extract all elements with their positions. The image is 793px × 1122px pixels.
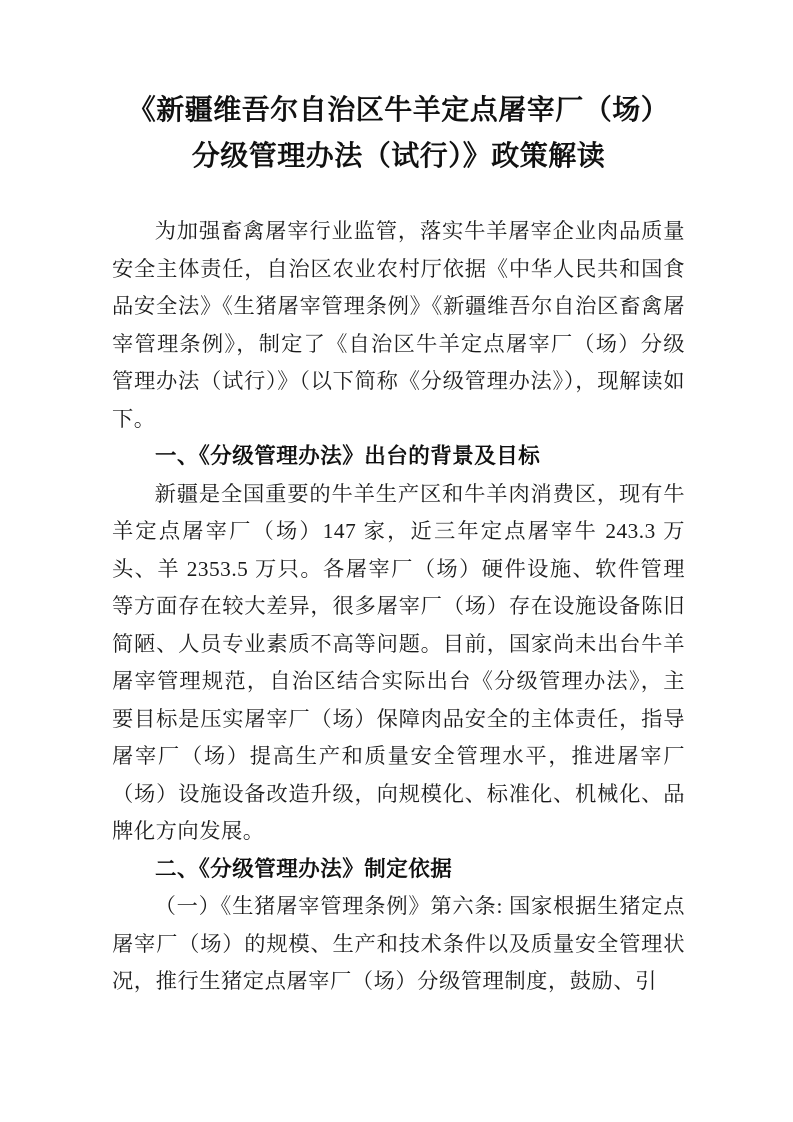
section-1-heading: 一、《分级管理办法》出台的背景及目标 [155, 444, 541, 468]
section-2-paragraph-1: （一）《生猪屠宰管理条例》第六条: 国家根据生猪定点屠宰厂（场）的规模、生产和技术条件以及质量安全管理状况，推行生猪定点屠宰厂（场）分级管理制度，鼓励、引 [112, 894, 685, 993]
document-title [112, 88, 685, 180]
section-1-paragraph-1: 新疆是全国重要的牛羊生产区和牛羊肉消费区，现有牛羊定点屠宰厂（场）147 家，近三年定点屠宰牛 243.3 万头、羊 2353.5 万只。各屠宰厂（场）硬件设施、软件管理等方面存在较大差异，很多屠宰厂（场）存在设施设备陈旧简陋、人员专业素质不高等问题。目前，国家尚未出台牛羊屠宰管理规范，自治区结合实际出台《分级管理办法》，主要目标是压实屠宰厂（场）保障肉品安全的主体责任，指导屠宰厂（场）提高生产和质量安全管理水平，推进屠宰厂（场）设施设备改造升级，向规模化、标准化、机械化、品牌化方向发展。 [112, 481, 685, 843]
intro-paragraph: 为加强畜禽屠宰行业监管，落实牛羊屠宰企业肉品质量安全主体责任，自治区农业农村厅依据《中华人民共和国食品安全法》《生猪屠宰管理条例》《新疆维吾尔自治区畜禽屠宰管理条例》，制定了《自治区牛羊定点屠宰厂（场）分级管理办法（试行）》（以下简称《分级管理办法》），现解读如下。 [112, 219, 685, 431]
document-title-line-2: 分级管理办法（试行）》政策解读 [191, 141, 606, 172]
document-title-line-1: 《新疆维吾尔自治区牛羊定点屠宰厂（场） [127, 95, 670, 126]
section-2-heading: 二、《分级管理办法》制定依据 [155, 856, 453, 881]
